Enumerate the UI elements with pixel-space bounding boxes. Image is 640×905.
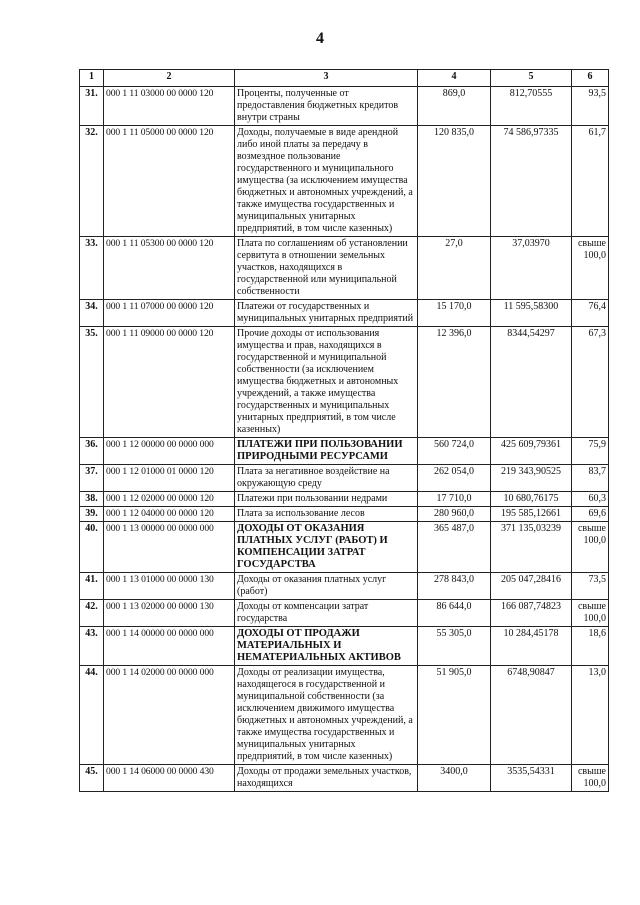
- page-number: 4: [316, 30, 324, 47]
- row-plan: 15 170,0: [418, 300, 491, 327]
- row-name: Плата за негативное воздействие на окружающую среду: [235, 465, 418, 492]
- row-percent: 69,6: [572, 507, 609, 522]
- row-code: 000 1 14 00000 00 0000 000: [104, 627, 235, 666]
- table-header-row: [80, 70, 609, 87]
- row-number: 44.: [80, 666, 104, 765]
- row-name: Доходы от компенсации затрат государства: [235, 600, 418, 627]
- row-number: 31.: [80, 87, 104, 126]
- row-plan: 278 843,0: [418, 573, 491, 600]
- row-percent: 60,3: [572, 492, 609, 507]
- row-fact: 10 284,45178: [491, 627, 572, 666]
- row-fact: 3535,54331: [491, 765, 572, 792]
- table-row: [80, 237, 609, 300]
- row-name: Проценты, полученные от предоставления бюджетных кредитов внутри страны: [235, 87, 418, 126]
- row-fact: 10 680,76175: [491, 492, 572, 507]
- table-row: [80, 600, 609, 627]
- col-header: 6: [572, 70, 609, 87]
- row-name: ДОХОДЫ ОТ ОКАЗАНИЯ ПЛАТНЫХ УСЛУГ (РАБОТ) И КОМПЕНСАЦИИ ЗАТРАТ ГОСУДАРСТВА: [235, 522, 418, 573]
- row-percent: 83,7: [572, 465, 609, 492]
- row-number: 45.: [80, 765, 104, 792]
- row-number: 37.: [80, 465, 104, 492]
- row-plan: 365 487,0: [418, 522, 491, 573]
- row-fact: 205 047,28416: [491, 573, 572, 600]
- col-header: 2: [104, 70, 235, 87]
- row-code: 000 1 14 06000 00 0000 430: [104, 765, 235, 792]
- row-percent: 93,5: [572, 87, 609, 126]
- row-code: 000 1 11 09000 00 0000 120: [104, 327, 235, 438]
- row-percent: 61,7: [572, 126, 609, 237]
- table-row: [80, 666, 609, 765]
- row-plan: 120 835,0: [418, 126, 491, 237]
- row-plan: 560 724,0: [418, 438, 491, 465]
- table-row: [80, 573, 609, 600]
- row-code: 000 1 11 05000 00 0000 120: [104, 126, 235, 237]
- row-code: 000 1 11 05300 00 0000 120: [104, 237, 235, 300]
- row-code: 000 1 12 01000 01 0000 120: [104, 465, 235, 492]
- row-fact: 425 609,79361: [491, 438, 572, 465]
- row-percent: 75,9: [572, 438, 609, 465]
- row-number: 42.: [80, 600, 104, 627]
- row-name: Доходы, получаемые в виде арендной либо иной платы за передачу в возмездное пользование государственного и муниципального имущества (за исключением имущества бюджетных и автономных учреждений, а также имущества государственных и муниципальных унитарных предприятий, в том числе казенных): [235, 126, 418, 237]
- row-code: 000 1 11 03000 00 0000 120: [104, 87, 235, 126]
- row-name: Платежи при пользовании недрами: [235, 492, 418, 507]
- row-number: 36.: [80, 438, 104, 465]
- table-row: [80, 492, 609, 507]
- row-percent: свыше 100,0: [572, 765, 609, 792]
- row-number: 33.: [80, 237, 104, 300]
- row-percent: свыше 100,0: [572, 522, 609, 573]
- row-plan: 55 305,0: [418, 627, 491, 666]
- row-number: 38.: [80, 492, 104, 507]
- row-code: 000 1 12 02000 00 0000 120: [104, 492, 235, 507]
- row-fact: 371 135,03239: [491, 522, 572, 573]
- row-code: 000 1 13 00000 00 0000 000: [104, 522, 235, 573]
- row-code: 000 1 12 04000 00 0000 120: [104, 507, 235, 522]
- row-plan: 17 710,0: [418, 492, 491, 507]
- row-name: ДОХОДЫ ОТ ПРОДАЖИ МАТЕРИАЛЬНЫХ И НЕМАТЕРИАЛЬНЫХ АКТИВОВ: [235, 627, 418, 666]
- row-name: Доходы от оказания платных услуг (работ): [235, 573, 418, 600]
- row-name: ПЛАТЕЖИ ПРИ ПОЛЬЗОВАНИИ ПРИРОДНЫМИ РЕСУРСАМИ: [235, 438, 418, 465]
- row-name: Прочие доходы от использования имущества и прав, находящихся в государственной и муниципальной собственности (за исключением имущества бюджетных и автономных учреждений, а также имущества государственных и муниципальных унитарных предприятий, в том числе казенных): [235, 327, 418, 438]
- row-number: 39.: [80, 507, 104, 522]
- col-header: 3: [235, 70, 418, 87]
- row-plan: 12 396,0: [418, 327, 491, 438]
- row-plan: 262 054,0: [418, 465, 491, 492]
- row-name: Платежи от государственных и муниципальных унитарных предприятий: [235, 300, 418, 327]
- row-fact: 219 343,90525: [491, 465, 572, 492]
- table-row: [80, 126, 609, 237]
- row-code: 000 1 12 00000 00 0000 000: [104, 438, 235, 465]
- row-fact: 195 585,12661: [491, 507, 572, 522]
- col-header: 5: [491, 70, 572, 87]
- table-row: [80, 765, 609, 792]
- table-row: [80, 627, 609, 666]
- row-number: 43.: [80, 627, 104, 666]
- row-plan: 3400,0: [418, 765, 491, 792]
- table-row: [80, 522, 609, 573]
- row-fact: 166 087,74823: [491, 600, 572, 627]
- row-code: 000 1 11 07000 00 0000 120: [104, 300, 235, 327]
- table-row: [80, 465, 609, 492]
- table-row: [80, 87, 609, 126]
- row-percent: 13,0: [572, 666, 609, 765]
- row-percent: 73,5: [572, 573, 609, 600]
- row-fact: 8344,54297: [491, 327, 572, 438]
- row-fact: 6748,90847: [491, 666, 572, 765]
- table-row: [80, 300, 609, 327]
- row-code: 000 1 14 02000 00 0000 000: [104, 666, 235, 765]
- table-row: [80, 438, 609, 465]
- row-name: Доходы от продажи земельных участков, находящихся: [235, 765, 418, 792]
- col-header: 1: [80, 70, 104, 87]
- row-plan: 51 905,0: [418, 666, 491, 765]
- row-plan: 280 960,0: [418, 507, 491, 522]
- row-code: 000 1 13 02000 00 0000 130: [104, 600, 235, 627]
- row-plan: 869,0: [418, 87, 491, 126]
- table-row: [80, 507, 609, 522]
- row-fact: 812,70555: [491, 87, 572, 126]
- row-fact: 74 586,97335: [491, 126, 572, 237]
- row-number: 35.: [80, 327, 104, 438]
- row-percent: 18,6: [572, 627, 609, 666]
- row-number: 32.: [80, 126, 104, 237]
- revenue-table: [79, 69, 609, 792]
- row-fact: 11 595,58300: [491, 300, 572, 327]
- row-number: 40.: [80, 522, 104, 573]
- row-number: 34.: [80, 300, 104, 327]
- row-percent: свыше 100,0: [572, 600, 609, 627]
- row-code: 000 1 13 01000 00 0000 130: [104, 573, 235, 600]
- row-plan: 27,0: [418, 237, 491, 300]
- row-percent: 76,4: [572, 300, 609, 327]
- row-name: Плата за использование лесов: [235, 507, 418, 522]
- row-name: Доходы от реализации имущества, находящегося в государственной и муниципальной собственности (за исключением движимого имущества бюджетных и автономных учреждений, а также имущества государственных и муниципальных унитарных предприятий, в том числе казенных): [235, 666, 418, 765]
- table-row: [80, 327, 609, 438]
- row-percent: 67,3: [572, 327, 609, 438]
- row-fact: 37,03970: [491, 237, 572, 300]
- row-plan: 86 644,0: [418, 600, 491, 627]
- row-number: 41.: [80, 573, 104, 600]
- row-percent: свыше 100,0: [572, 237, 609, 300]
- col-header: 4: [418, 70, 491, 87]
- row-name: Плата по соглашениям об установлении сервитута в отношении земельных участков, находящихся в государственной или муниципальной собственности: [235, 237, 418, 300]
